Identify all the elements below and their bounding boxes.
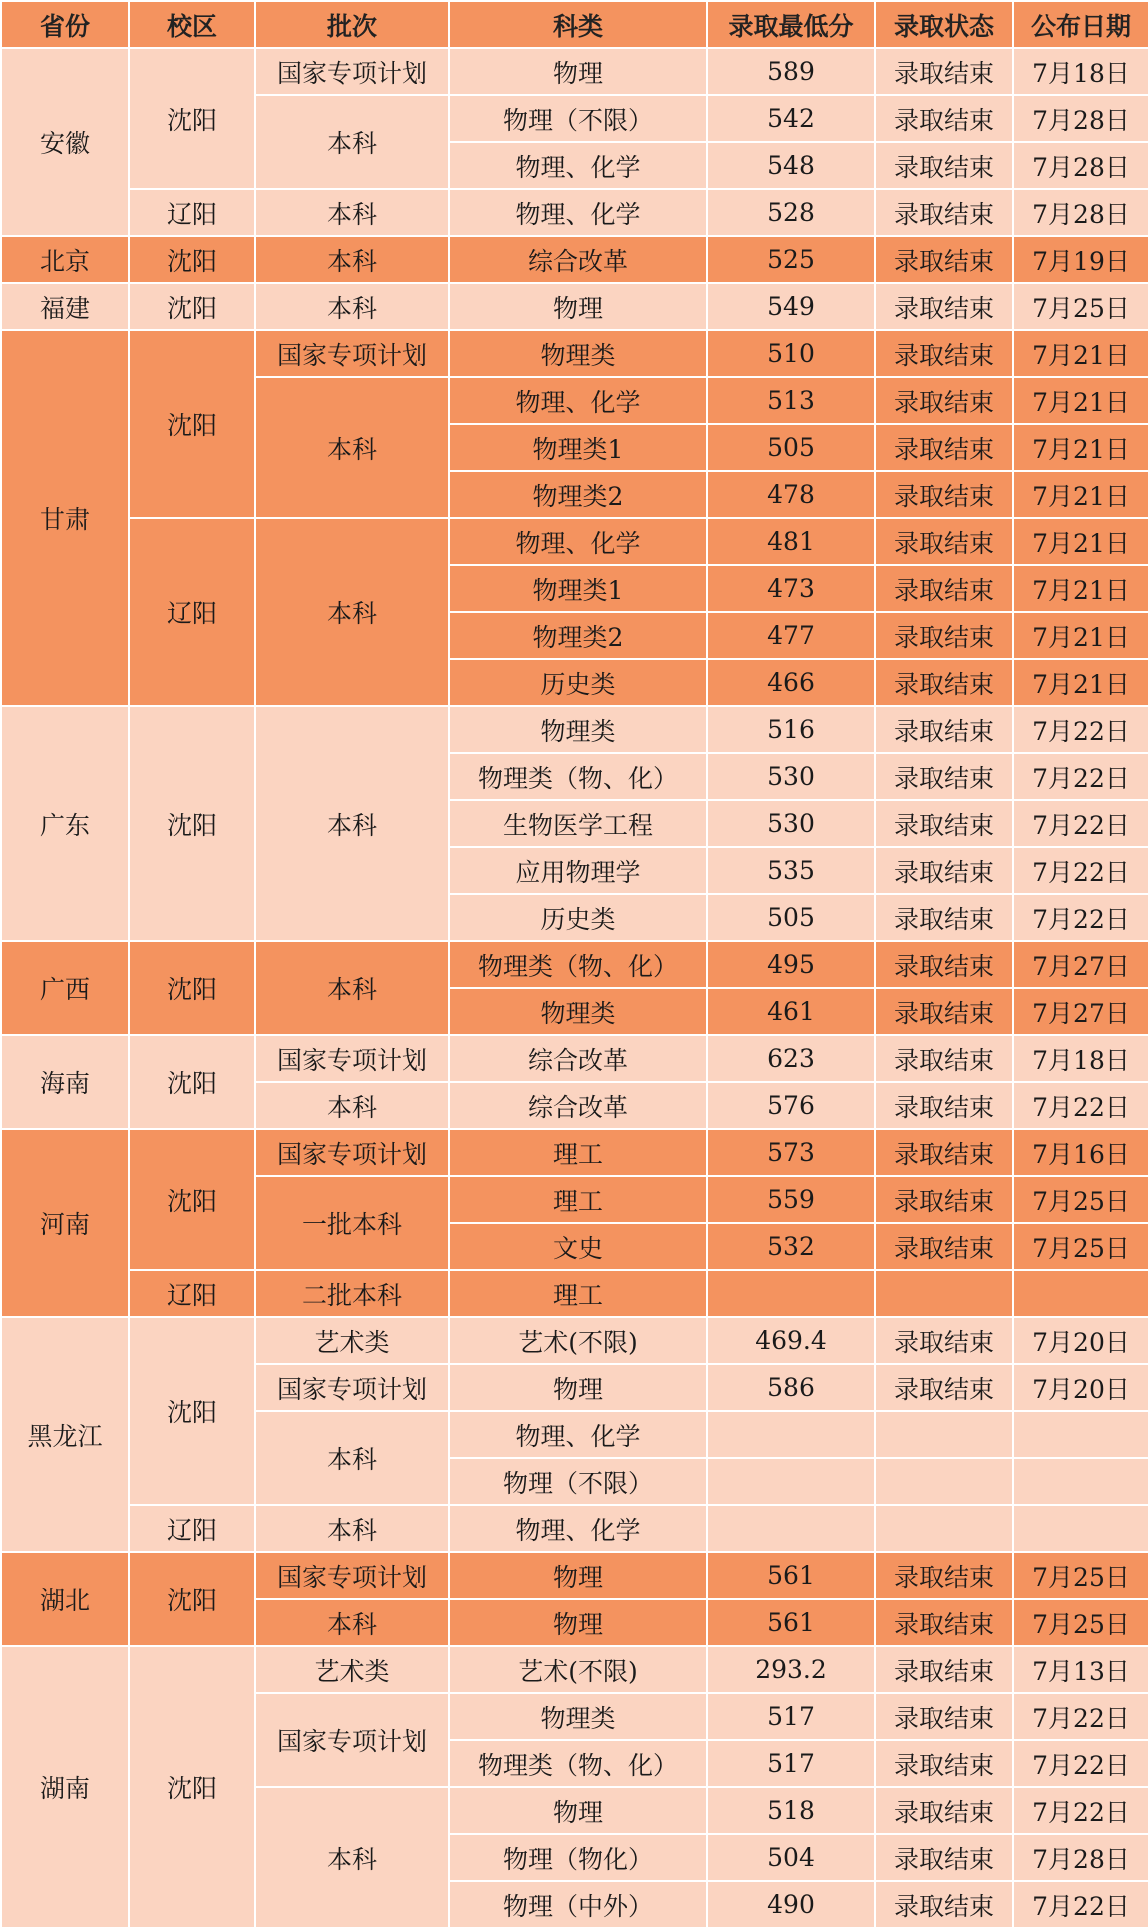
subject-cell: 生物医学工程 bbox=[449, 800, 707, 847]
min-score-cell: 517 bbox=[707, 1740, 875, 1787]
min-score-cell: 573 bbox=[707, 1129, 875, 1176]
status-cell: 录取结束 bbox=[875, 1035, 1013, 1082]
subject-cell: 物理类（物、化） bbox=[449, 753, 707, 800]
campus-cell: 沈阳 bbox=[129, 48, 255, 189]
subject-cell: 物理 bbox=[449, 283, 707, 330]
status-cell: 录取结束 bbox=[875, 1740, 1013, 1787]
batch-cell: 国家专项计划 bbox=[255, 1552, 449, 1599]
subject-cell: 物理、化学 bbox=[449, 142, 707, 189]
min-score-cell: 481 bbox=[707, 518, 875, 565]
status-cell: 录取结束 bbox=[875, 1082, 1013, 1129]
subject-cell: 物理 bbox=[449, 1787, 707, 1834]
status-cell: 录取结束 bbox=[875, 612, 1013, 659]
date-cell: 7月28日 bbox=[1013, 95, 1148, 142]
province-cell: 海南 bbox=[1, 1035, 129, 1129]
province-cell: 北京 bbox=[1, 236, 129, 283]
province-cell: 甘肃 bbox=[1, 330, 129, 706]
status-cell bbox=[875, 1505, 1013, 1552]
subject-cell: 物理、化学 bbox=[449, 377, 707, 424]
subject-cell: 物理类 bbox=[449, 706, 707, 753]
batch-cell: 本科 bbox=[255, 283, 449, 330]
status-cell: 录取结束 bbox=[875, 1787, 1013, 1834]
date-cell: 7月21日 bbox=[1013, 659, 1148, 706]
subject-cell: 物理类 bbox=[449, 988, 707, 1035]
status-cell: 录取结束 bbox=[875, 800, 1013, 847]
min-score-cell: 490 bbox=[707, 1881, 875, 1928]
status-cell: 录取结束 bbox=[875, 95, 1013, 142]
date-cell: 7月21日 bbox=[1013, 471, 1148, 518]
header-province: 省份 bbox=[1, 1, 129, 48]
date-cell: 7月22日 bbox=[1013, 1693, 1148, 1740]
campus-cell: 沈阳 bbox=[129, 236, 255, 283]
table-row bbox=[1, 1552, 1148, 1599]
status-cell: 录取结束 bbox=[875, 1646, 1013, 1693]
batch-cell: 国家专项计划 bbox=[255, 48, 449, 95]
date-cell: 7月21日 bbox=[1013, 518, 1148, 565]
subject-cell: 物理 bbox=[449, 48, 707, 95]
status-cell bbox=[875, 1458, 1013, 1505]
min-score-cell: 478 bbox=[707, 471, 875, 518]
status-cell: 录取结束 bbox=[875, 142, 1013, 189]
min-score-cell: 473 bbox=[707, 565, 875, 612]
date-cell: 7月21日 bbox=[1013, 377, 1148, 424]
table-row bbox=[1, 48, 1148, 95]
date-cell: 7月22日 bbox=[1013, 894, 1148, 941]
date-cell: 7月25日 bbox=[1013, 1552, 1148, 1599]
date-cell: 7月28日 bbox=[1013, 142, 1148, 189]
province-cell: 湖北 bbox=[1, 1552, 129, 1646]
subject-cell: 物理（物化） bbox=[449, 1834, 707, 1881]
status-cell: 录取结束 bbox=[875, 471, 1013, 518]
status-cell: 录取结束 bbox=[875, 1364, 1013, 1411]
batch-cell: 国家专项计划 bbox=[255, 1693, 449, 1787]
min-score-cell bbox=[707, 1270, 875, 1317]
campus-cell: 沈阳 bbox=[129, 1552, 255, 1646]
batch-cell: 国家专项计划 bbox=[255, 1035, 449, 1082]
date-cell: 7月22日 bbox=[1013, 706, 1148, 753]
subject-cell: 综合改革 bbox=[449, 1082, 707, 1129]
min-score-cell: 513 bbox=[707, 377, 875, 424]
subject-cell: 物理类（物、化） bbox=[449, 941, 707, 988]
batch-cell: 艺术类 bbox=[255, 1646, 449, 1693]
date-cell: 7月21日 bbox=[1013, 565, 1148, 612]
min-score-cell: 623 bbox=[707, 1035, 875, 1082]
date-cell: 7月21日 bbox=[1013, 612, 1148, 659]
batch-cell: 本科 bbox=[255, 95, 449, 189]
min-score-cell: 504 bbox=[707, 1834, 875, 1881]
status-cell: 录取结束 bbox=[875, 48, 1013, 95]
province-cell: 安徽 bbox=[1, 48, 129, 236]
subject-cell: 物理（不限） bbox=[449, 95, 707, 142]
batch-cell: 二批本科 bbox=[255, 1270, 449, 1317]
date-cell: 7月21日 bbox=[1013, 330, 1148, 377]
subject-cell: 理工 bbox=[449, 1129, 707, 1176]
date-cell: 7月22日 bbox=[1013, 847, 1148, 894]
date-cell: 7月18日 bbox=[1013, 1035, 1148, 1082]
subject-cell: 物理类2 bbox=[449, 471, 707, 518]
date-cell: 7月20日 bbox=[1013, 1317, 1148, 1364]
status-cell: 录取结束 bbox=[875, 424, 1013, 471]
status-cell: 录取结束 bbox=[875, 1223, 1013, 1270]
date-cell: 7月25日 bbox=[1013, 1599, 1148, 1646]
min-score-cell: 586 bbox=[707, 1364, 875, 1411]
campus-cell: 沈阳 bbox=[129, 941, 255, 1035]
province-cell: 黑龙江 bbox=[1, 1317, 129, 1552]
batch-cell: 国家专项计划 bbox=[255, 1129, 449, 1176]
status-cell: 录取结束 bbox=[875, 941, 1013, 988]
header-subject: 科类 bbox=[449, 1, 707, 48]
batch-cell: 本科 bbox=[255, 941, 449, 1035]
subject-cell: 历史类 bbox=[449, 659, 707, 706]
date-cell: 7月22日 bbox=[1013, 753, 1148, 800]
campus-cell: 沈阳 bbox=[129, 283, 255, 330]
date-cell: 7月22日 bbox=[1013, 1740, 1148, 1787]
date-cell bbox=[1013, 1270, 1148, 1317]
table-row bbox=[1, 518, 1148, 565]
subject-cell: 物理类 bbox=[449, 1693, 707, 1740]
date-cell: 7月25日 bbox=[1013, 1176, 1148, 1223]
min-score-cell: 561 bbox=[707, 1599, 875, 1646]
min-score-cell: 549 bbox=[707, 283, 875, 330]
date-cell: 7月22日 bbox=[1013, 1881, 1148, 1928]
header-date: 公布日期 bbox=[1013, 1, 1148, 48]
table-row bbox=[1, 1505, 1148, 1552]
min-score-cell: 576 bbox=[707, 1082, 875, 1129]
subject-cell: 物理（中外） bbox=[449, 1881, 707, 1928]
status-cell: 录取结束 bbox=[875, 518, 1013, 565]
header-campus: 校区 bbox=[129, 1, 255, 48]
header-min-score: 录取最低分 bbox=[707, 1, 875, 48]
min-score-cell: 469.4 bbox=[707, 1317, 875, 1364]
subject-cell: 艺术(不限) bbox=[449, 1317, 707, 1364]
campus-cell: 沈阳 bbox=[129, 1317, 255, 1505]
table-row bbox=[1, 1646, 1148, 1693]
province-cell: 湖南 bbox=[1, 1646, 129, 1928]
min-score-cell bbox=[707, 1458, 875, 1505]
subject-cell: 物理、化学 bbox=[449, 189, 707, 236]
min-score-cell: 528 bbox=[707, 189, 875, 236]
date-cell: 7月25日 bbox=[1013, 1223, 1148, 1270]
subject-cell: 物理类（物、化） bbox=[449, 1740, 707, 1787]
subject-cell: 艺术(不限) bbox=[449, 1646, 707, 1693]
table-row bbox=[1, 189, 1148, 236]
subject-cell: 应用物理学 bbox=[449, 847, 707, 894]
province-cell: 广西 bbox=[1, 941, 129, 1035]
min-score-cell: 518 bbox=[707, 1787, 875, 1834]
subject-cell: 综合改革 bbox=[449, 1035, 707, 1082]
min-score-cell: 530 bbox=[707, 800, 875, 847]
province-cell: 广东 bbox=[1, 706, 129, 941]
status-cell: 录取结束 bbox=[875, 988, 1013, 1035]
table-row bbox=[1, 330, 1148, 377]
batch-cell: 本科 bbox=[255, 1411, 449, 1505]
subject-cell: 物理、化学 bbox=[449, 518, 707, 565]
date-cell: 7月22日 bbox=[1013, 1787, 1148, 1834]
subject-cell: 物理类2 bbox=[449, 612, 707, 659]
campus-cell: 辽阳 bbox=[129, 189, 255, 236]
date-cell: 7月22日 bbox=[1013, 1082, 1148, 1129]
status-cell: 录取结束 bbox=[875, 1129, 1013, 1176]
date-cell: 7月28日 bbox=[1013, 189, 1148, 236]
campus-cell: 辽阳 bbox=[129, 518, 255, 706]
min-score-cell: 559 bbox=[707, 1176, 875, 1223]
date-cell: 7月13日 bbox=[1013, 1646, 1148, 1693]
subject-cell: 物理 bbox=[449, 1552, 707, 1599]
batch-cell: 本科 bbox=[255, 236, 449, 283]
date-cell bbox=[1013, 1458, 1148, 1505]
campus-cell: 沈阳 bbox=[129, 706, 255, 941]
batch-cell: 本科 bbox=[255, 518, 449, 706]
subject-cell: 历史类 bbox=[449, 894, 707, 941]
min-score-cell: 561 bbox=[707, 1552, 875, 1599]
min-score-cell: 505 bbox=[707, 424, 875, 471]
date-cell: 7月19日 bbox=[1013, 236, 1148, 283]
status-cell: 录取结束 bbox=[875, 659, 1013, 706]
subject-cell: 物理类 bbox=[449, 330, 707, 377]
min-score-cell: 530 bbox=[707, 753, 875, 800]
subject-cell: 理工 bbox=[449, 1176, 707, 1223]
status-cell bbox=[875, 1411, 1013, 1458]
status-cell: 录取结束 bbox=[875, 753, 1013, 800]
campus-cell: 辽阳 bbox=[129, 1505, 255, 1552]
date-cell: 7月18日 bbox=[1013, 48, 1148, 95]
status-cell: 录取结束 bbox=[875, 565, 1013, 612]
table-row bbox=[1, 941, 1148, 988]
province-cell: 福建 bbox=[1, 283, 129, 330]
batch-cell: 本科 bbox=[255, 706, 449, 941]
status-cell: 录取结束 bbox=[875, 1693, 1013, 1740]
min-score-cell: 517 bbox=[707, 1693, 875, 1740]
status-cell: 录取结束 bbox=[875, 1552, 1013, 1599]
status-cell: 录取结束 bbox=[875, 236, 1013, 283]
subject-cell: 物理（不限） bbox=[449, 1458, 707, 1505]
table-row bbox=[1, 1035, 1148, 1082]
min-score-cell: 293.2 bbox=[707, 1646, 875, 1693]
campus-cell: 沈阳 bbox=[129, 330, 255, 518]
batch-cell: 本科 bbox=[255, 189, 449, 236]
status-cell: 录取结束 bbox=[875, 1881, 1013, 1928]
status-cell: 录取结束 bbox=[875, 1599, 1013, 1646]
status-cell: 录取结束 bbox=[875, 1176, 1013, 1223]
campus-cell: 沈阳 bbox=[129, 1035, 255, 1129]
subject-cell: 物理类1 bbox=[449, 424, 707, 471]
batch-cell: 国家专项计划 bbox=[255, 330, 449, 377]
min-score-cell bbox=[707, 1411, 875, 1458]
min-score-cell: 466 bbox=[707, 659, 875, 706]
date-cell: 7月22日 bbox=[1013, 800, 1148, 847]
min-score-cell: 461 bbox=[707, 988, 875, 1035]
subject-cell: 理工 bbox=[449, 1270, 707, 1317]
subject-cell: 物理、化学 bbox=[449, 1505, 707, 1552]
status-cell: 录取结束 bbox=[875, 189, 1013, 236]
min-score-cell: 505 bbox=[707, 894, 875, 941]
status-cell: 录取结束 bbox=[875, 894, 1013, 941]
min-score-cell: 477 bbox=[707, 612, 875, 659]
table-row bbox=[1, 1317, 1148, 1364]
date-cell: 7月21日 bbox=[1013, 424, 1148, 471]
date-cell: 7月27日 bbox=[1013, 941, 1148, 988]
subject-cell: 物理 bbox=[449, 1364, 707, 1411]
status-cell: 录取结束 bbox=[875, 1317, 1013, 1364]
date-cell: 7月16日 bbox=[1013, 1129, 1148, 1176]
table-row bbox=[1, 1129, 1148, 1176]
status-cell: 录取结束 bbox=[875, 377, 1013, 424]
province-cell: 河南 bbox=[1, 1129, 129, 1317]
subject-cell: 物理 bbox=[449, 1599, 707, 1646]
batch-cell: 本科 bbox=[255, 1787, 449, 1928]
table-row bbox=[1, 236, 1148, 283]
date-cell: 7月27日 bbox=[1013, 988, 1148, 1035]
status-cell: 录取结束 bbox=[875, 283, 1013, 330]
table-row bbox=[1, 283, 1148, 330]
campus-cell: 沈阳 bbox=[129, 1646, 255, 1928]
min-score-cell: 516 bbox=[707, 706, 875, 753]
min-score-cell bbox=[707, 1505, 875, 1552]
batch-cell: 艺术类 bbox=[255, 1317, 449, 1364]
min-score-cell: 495 bbox=[707, 941, 875, 988]
batch-cell: 本科 bbox=[255, 1599, 449, 1646]
status-cell bbox=[875, 1270, 1013, 1317]
batch-cell: 本科 bbox=[255, 1505, 449, 1552]
date-cell: 7月25日 bbox=[1013, 283, 1148, 330]
table-row bbox=[1, 706, 1148, 753]
batch-cell: 国家专项计划 bbox=[255, 1364, 449, 1411]
min-score-cell: 532 bbox=[707, 1223, 875, 1270]
batch-cell: 一批本科 bbox=[255, 1176, 449, 1270]
header-batch: 批次 bbox=[255, 1, 449, 48]
table-body bbox=[1, 48, 1148, 1928]
header-status: 录取状态 bbox=[875, 1, 1013, 48]
header-row bbox=[1, 1, 1148, 48]
subject-cell: 物理、化学 bbox=[449, 1411, 707, 1458]
batch-cell: 本科 bbox=[255, 377, 449, 518]
subject-cell: 综合改革 bbox=[449, 236, 707, 283]
campus-cell: 辽阳 bbox=[129, 1270, 255, 1317]
min-score-cell: 542 bbox=[707, 95, 875, 142]
min-score-cell: 589 bbox=[707, 48, 875, 95]
min-score-cell: 510 bbox=[707, 330, 875, 377]
status-cell: 录取结束 bbox=[875, 706, 1013, 753]
subject-cell: 文史 bbox=[449, 1223, 707, 1270]
status-cell: 录取结束 bbox=[875, 330, 1013, 377]
status-cell: 录取结束 bbox=[875, 847, 1013, 894]
min-score-cell: 535 bbox=[707, 847, 875, 894]
date-cell: 7月28日 bbox=[1013, 1834, 1148, 1881]
min-score-cell: 548 bbox=[707, 142, 875, 189]
table-row bbox=[1, 1270, 1148, 1317]
date-cell bbox=[1013, 1411, 1148, 1458]
date-cell: 7月20日 bbox=[1013, 1364, 1148, 1411]
min-score-cell: 525 bbox=[707, 236, 875, 283]
status-cell: 录取结束 bbox=[875, 1834, 1013, 1881]
batch-cell: 本科 bbox=[255, 1082, 449, 1129]
subject-cell: 物理类1 bbox=[449, 565, 707, 612]
campus-cell: 沈阳 bbox=[129, 1129, 255, 1270]
date-cell bbox=[1013, 1505, 1148, 1552]
